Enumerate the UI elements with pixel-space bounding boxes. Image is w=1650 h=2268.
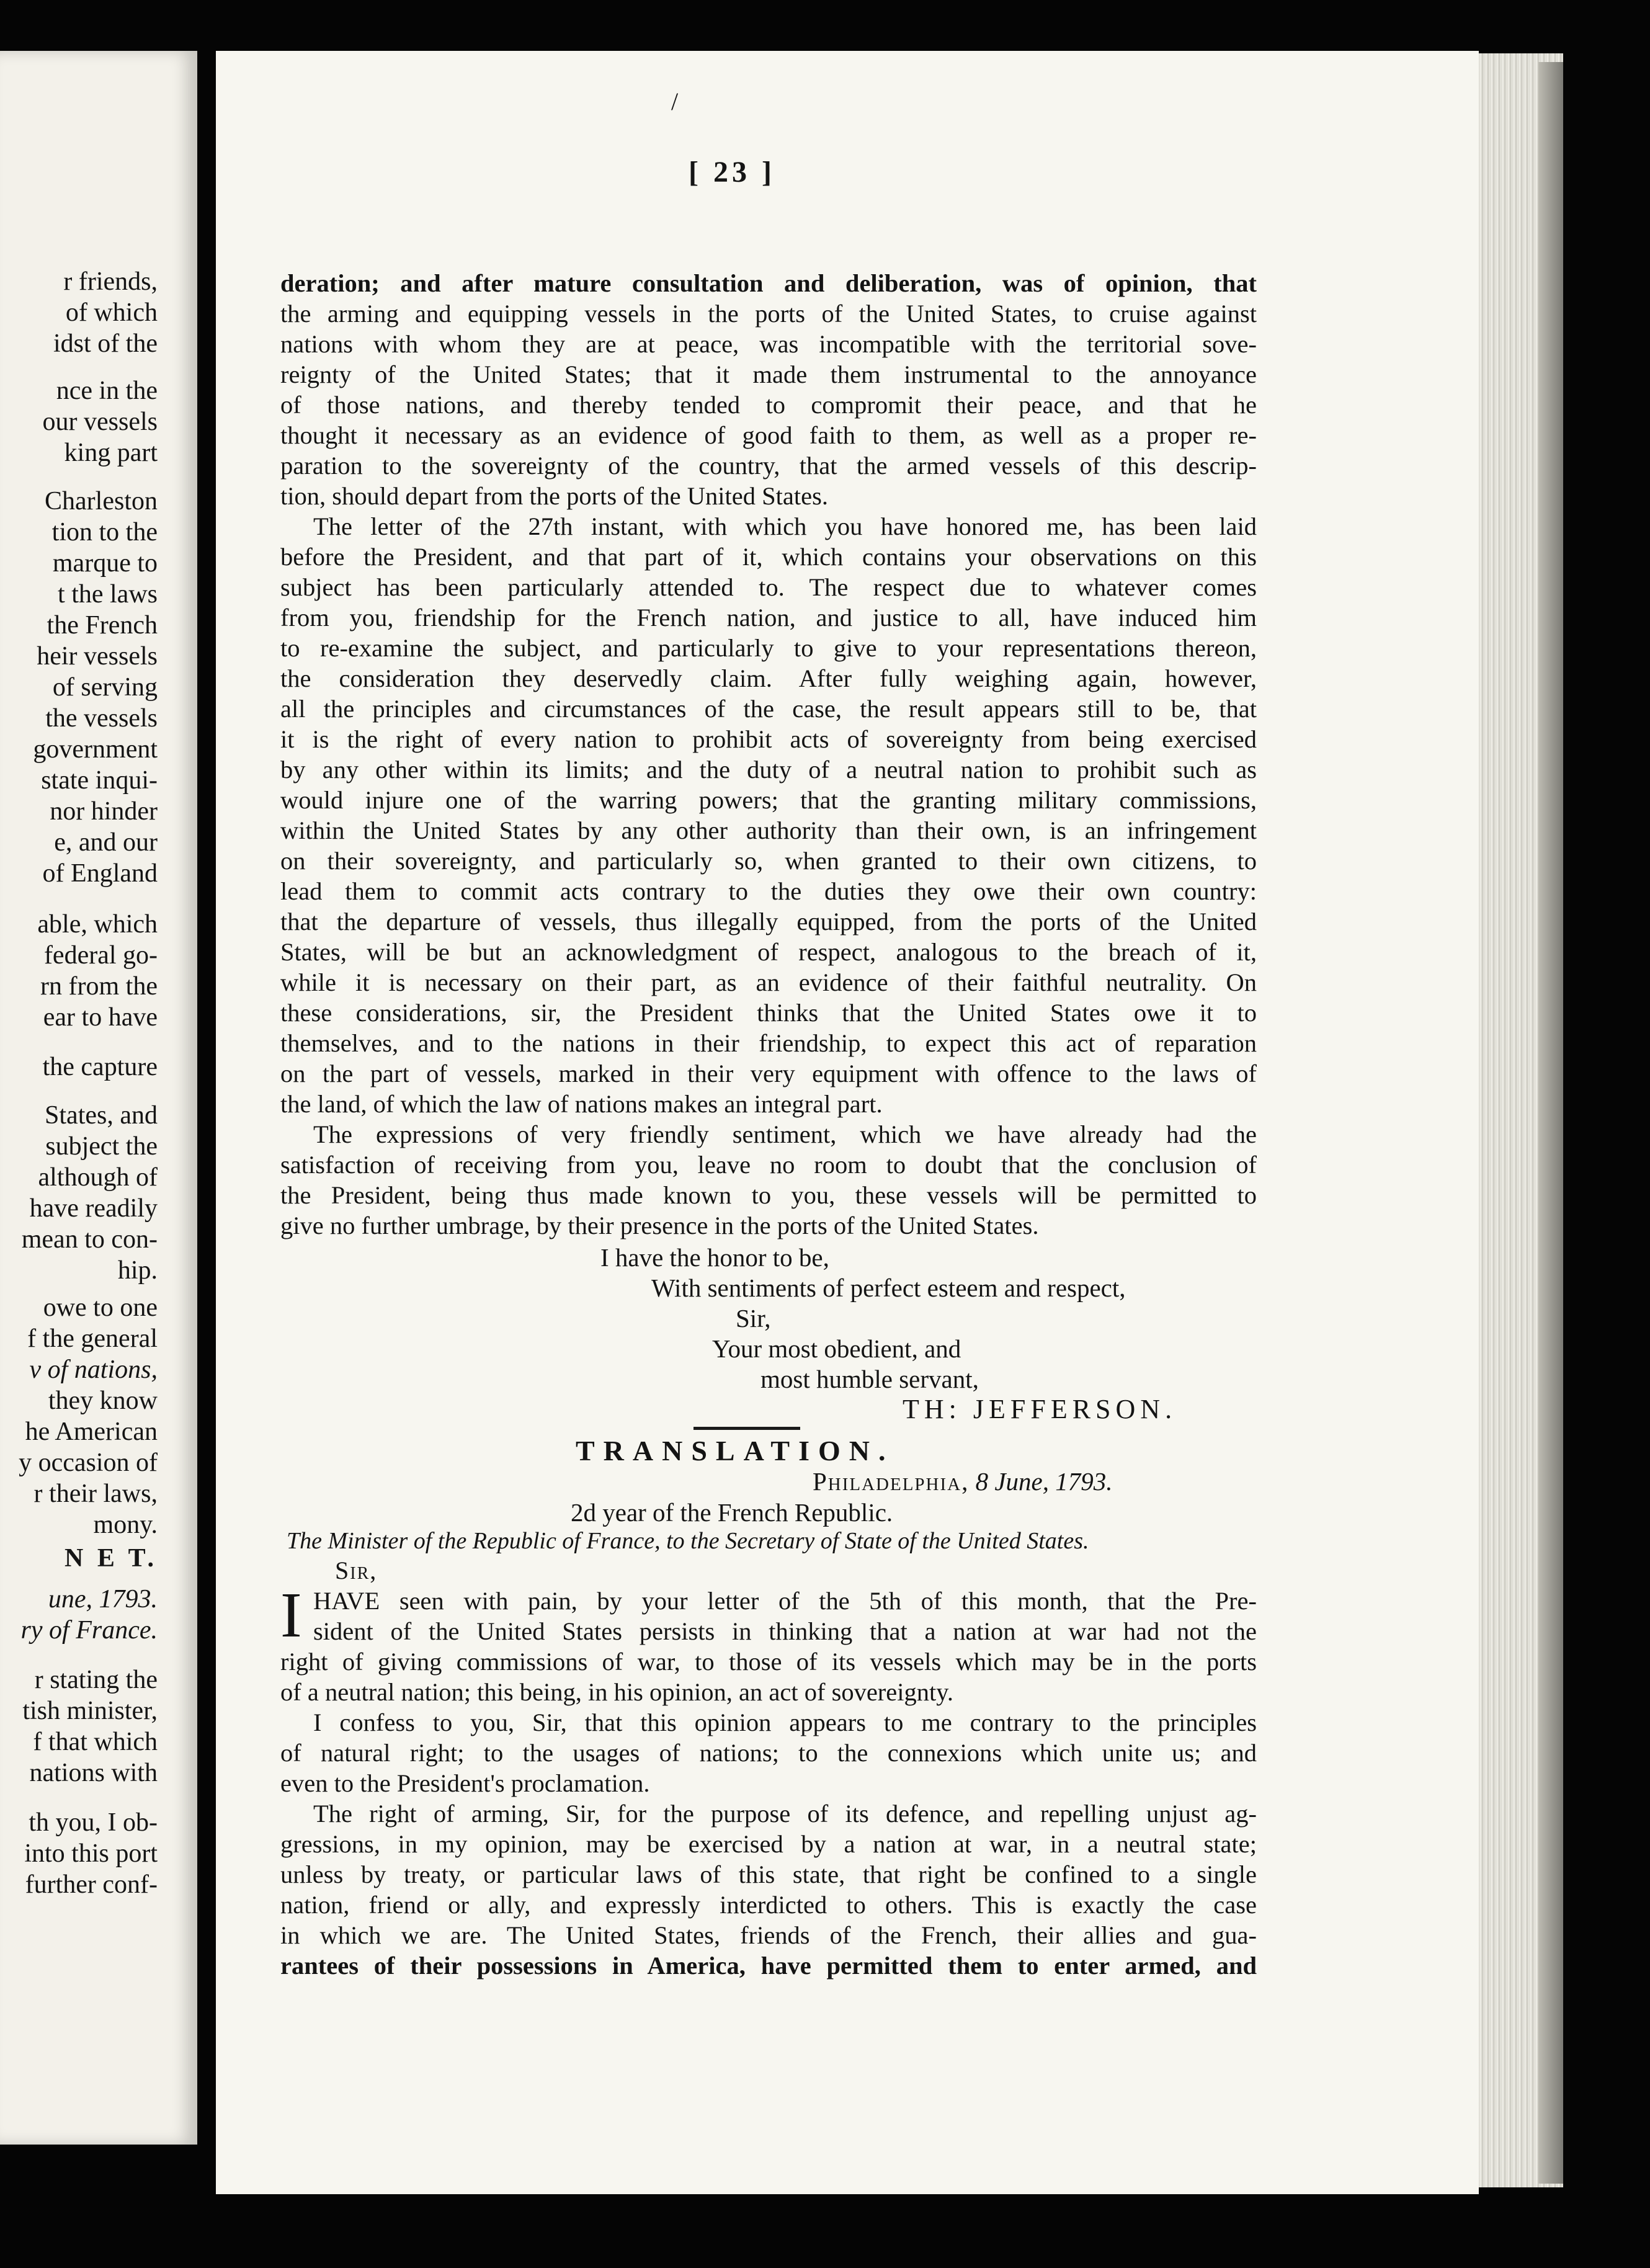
text-line: themselves, and to the nations in their friendship, to expect this act of reparation bbox=[280, 1029, 1257, 1057]
text-line: unless by treaty, or particular laws of this state, that right be confined to a single bbox=[280, 1860, 1257, 1888]
text-line: The letter of the 27th instant, with which you have honored me, has been laid bbox=[313, 512, 1257, 540]
left-page-line: have readily bbox=[29, 1194, 158, 1223]
text-line: States, will be but an acknowledgment of respect, analogous to the breach of it, bbox=[280, 938, 1257, 966]
left-page-line: the vessels bbox=[45, 704, 158, 733]
text-line: these considerations, sir, the President thinks that the United States owe it to bbox=[280, 999, 1257, 1027]
left-page-line: r stating the bbox=[34, 1666, 158, 1694]
left-page-line: hip. bbox=[117, 1256, 158, 1285]
text-line: I confess to you, Sir, that this opinion appears to me contrary to the principles bbox=[313, 1708, 1257, 1736]
text-line: while it is necessary on their part, as an evidence of their faithful neutrality. On bbox=[280, 968, 1257, 996]
letter-address: The Minister of the Republic of France, to the Secretary of State of the United States. bbox=[287, 1528, 1089, 1554]
left-page-line: the capture bbox=[42, 1053, 158, 1081]
drop-cap: I bbox=[280, 1579, 302, 1651]
text-line: tion, should depart from the ports of the United States. bbox=[280, 482, 828, 510]
left-page-line: the French bbox=[47, 611, 158, 640]
text-line: of natural right; to the usages of nations; to the connexions which unite us; and bbox=[280, 1739, 1257, 1767]
dateline-date: 8 June, 1793. bbox=[975, 1467, 1113, 1496]
text-line: satisfaction of receiving from you, leave no room to doubt that the conclusion of bbox=[280, 1151, 1257, 1179]
text-line: right of giving commissions of war, to those of its vessels which may be in the ports bbox=[280, 1648, 1257, 1676]
left-page-line: N E T. bbox=[65, 1544, 158, 1573]
left-page-line: mony. bbox=[93, 1511, 158, 1539]
left-page-line: t the laws bbox=[58, 580, 158, 609]
text-line: in which we are. The United States, friends of the French, their allies and gua- bbox=[280, 1921, 1257, 1949]
closing-obedient: Your most obedient, and bbox=[712, 1334, 961, 1363]
left-page-line: r friends, bbox=[63, 267, 158, 296]
pencil-mark: / bbox=[671, 87, 679, 115]
dateline-place: Philadelphia, bbox=[813, 1467, 970, 1496]
left-page-line: nations with bbox=[29, 1759, 158, 1787]
letter-salutation: Sir, bbox=[335, 1556, 378, 1584]
left-page-line: nor hinder bbox=[50, 797, 158, 826]
left-page-line: Charleston bbox=[45, 487, 158, 516]
text-line: would injure one of the warring powers; that the granting military commissions, bbox=[280, 786, 1257, 814]
republic-year: 2d year of the French Republic. bbox=[571, 1498, 893, 1527]
text-line: lead them to commit acts contrary to the duties they owe their own country: bbox=[280, 877, 1257, 905]
text-line: gressions, in my opinion, may be exercised by a nation at war, in a neutral state; bbox=[280, 1830, 1257, 1858]
left-page-line: subject the bbox=[45, 1132, 158, 1161]
left-page-line: e, and our bbox=[54, 828, 158, 857]
text-line: the consideration they deservedly claim. After fully weighing again, however, bbox=[280, 664, 1257, 692]
left-page-line: tish minister, bbox=[22, 1697, 158, 1725]
left-page-line: of serving bbox=[52, 673, 158, 702]
left-page-line: th you, I ob- bbox=[29, 1808, 158, 1837]
text-line: nation, friend or ally, and expressly interdicted to others. This is exactly the case bbox=[280, 1891, 1257, 1919]
section-rule bbox=[693, 1427, 800, 1430]
left-page-line: able, which bbox=[37, 910, 158, 939]
text-line: all the principles and circumstances of the case, the result appears still to be, that bbox=[280, 695, 1257, 723]
closing-sentiments: With sentiments of perfect esteem and respect, bbox=[651, 1274, 1126, 1302]
text-line: within the United States by any other authority than their own, is an infringement bbox=[280, 816, 1257, 844]
left-page-line: they know bbox=[48, 1386, 158, 1415]
left-page-line: our vessels bbox=[42, 408, 158, 436]
text-line: of those nations, and thereby tended to compromit their peace, and that he bbox=[280, 391, 1257, 419]
signature: TH: JEFFERSON. bbox=[903, 1394, 1177, 1424]
left-page-line: States, and bbox=[45, 1101, 158, 1130]
translation-heading: TRANSLATION. bbox=[576, 1435, 894, 1467]
text-line: from you, friendship for the French nation, and justice to all, have induced him bbox=[280, 604, 1257, 632]
left-page-line: idst of the bbox=[53, 329, 158, 358]
left-page-line: nce in the bbox=[56, 377, 158, 405]
text-line: nations with whom they are at peace, was incompatible with the territorial sove- bbox=[280, 330, 1257, 358]
left-page-line: government bbox=[33, 735, 158, 764]
text-line: the arming and equipping vessels in the ports of the United States, to cruise against bbox=[280, 300, 1257, 328]
left-page-line: v of nations, bbox=[29, 1355, 158, 1384]
left-page-line: tion to the bbox=[51, 518, 158, 547]
text-line: give no further umbrage, by their presence in the ports of the United States. bbox=[280, 1212, 1039, 1239]
left-page-line: y occasion of bbox=[19, 1449, 158, 1477]
text-line: reignty of the United States; that it made them instrumental to the annoyance bbox=[280, 360, 1257, 388]
left-page-line: f that which bbox=[33, 1728, 158, 1756]
left-page-line: he American bbox=[25, 1418, 158, 1446]
text-line: by any other within its limits; and the duty of a neutral nation to prohibit such as bbox=[280, 756, 1257, 784]
text-line: subject has been particularly attended to. The respect due to whatever comes bbox=[280, 573, 1257, 601]
left-page-line: federal go- bbox=[43, 941, 158, 970]
text-line: before the President, and that part of it, which contains your observations on this bbox=[280, 543, 1257, 571]
dateline bbox=[813, 1467, 1113, 1496]
closing-honor: I have the honor to be, bbox=[600, 1243, 829, 1272]
text-line: rantees of their possessions in America, have permitted them to enter armed, and bbox=[280, 1952, 1257, 1980]
text-line: on their sovereignty, and particularly so, when granted to their own citizens, to bbox=[280, 847, 1257, 875]
left-page-line: state inqui- bbox=[41, 766, 158, 795]
text-line: even to the President's proclamation. bbox=[280, 1769, 650, 1797]
text-line: that the departure of vessels, thus illegally equipped, from the ports of the United bbox=[280, 908, 1257, 935]
text-line: it is the right of every nation to prohibit acts of sovereignty from being exercised bbox=[280, 725, 1257, 753]
text-line: thought it necessary as an evidence of good faith to them, as well as a proper re- bbox=[280, 421, 1257, 449]
left-page-line: une, 1793. bbox=[48, 1585, 158, 1614]
left-page-line: r their laws, bbox=[33, 1480, 158, 1508]
left-page-line: f the general bbox=[27, 1324, 158, 1353]
left-page-line: rn from the bbox=[40, 972, 158, 1001]
left-page-line: owe to one bbox=[43, 1293, 158, 1322]
text-line: The expressions of very friendly sentiment, which we have already had the bbox=[313, 1120, 1257, 1148]
text-line: sident of the United States persists in thinking that a nation at war had not the bbox=[313, 1617, 1257, 1645]
text-line: paration to the sovereignty of the country, that the armed vessels of this descrip- bbox=[280, 452, 1257, 480]
closing-servant: most humble servant, bbox=[760, 1365, 979, 1393]
left-page-line: king part bbox=[64, 439, 158, 467]
left-page-line: further conf- bbox=[25, 1870, 158, 1899]
left-page-line: of England bbox=[42, 859, 158, 888]
left-page-line: mean to con- bbox=[21, 1225, 158, 1254]
page-stack-shadow bbox=[1538, 62, 1563, 2184]
left-page-line: heir vessels bbox=[37, 642, 158, 671]
closing-sir: Sir, bbox=[736, 1304, 771, 1333]
page-number: [ 23 ] bbox=[689, 156, 775, 189]
text-line: The right of arming, Sir, for the purpose of its defence, and repelling unjust ag- bbox=[313, 1800, 1257, 1828]
left-page-line: of which bbox=[65, 298, 158, 327]
left-page-line: ry of France. bbox=[20, 1616, 158, 1645]
text-line: HAVE seen with pain, by your letter of the 5th of this month, that the Pre- bbox=[313, 1587, 1257, 1615]
text-line: the President, being thus made known to you, these vessels will be permitted to bbox=[280, 1181, 1257, 1209]
left-page-line: into this port bbox=[24, 1839, 158, 1868]
text-line: the land, of which the law of nations makes an integral part. bbox=[280, 1090, 883, 1118]
text-line: to re-examine the subject, and particularly to give to your representations thereon, bbox=[280, 634, 1257, 662]
left-page-line: although of bbox=[38, 1163, 158, 1192]
text-line: on the part of vessels, marked in their very equipment with offence to the laws of bbox=[280, 1060, 1257, 1087]
left-page-line: ear to have bbox=[43, 1003, 158, 1032]
left-page-line: marque to bbox=[52, 549, 158, 578]
previous-page-strip bbox=[0, 51, 197, 2145]
text-line: of a neutral nation; this being, in his opinion, an act of sovereignty. bbox=[280, 1678, 954, 1706]
text-line: deration; and after mature consultation and deliberation, was of opinion, that bbox=[280, 269, 1257, 297]
